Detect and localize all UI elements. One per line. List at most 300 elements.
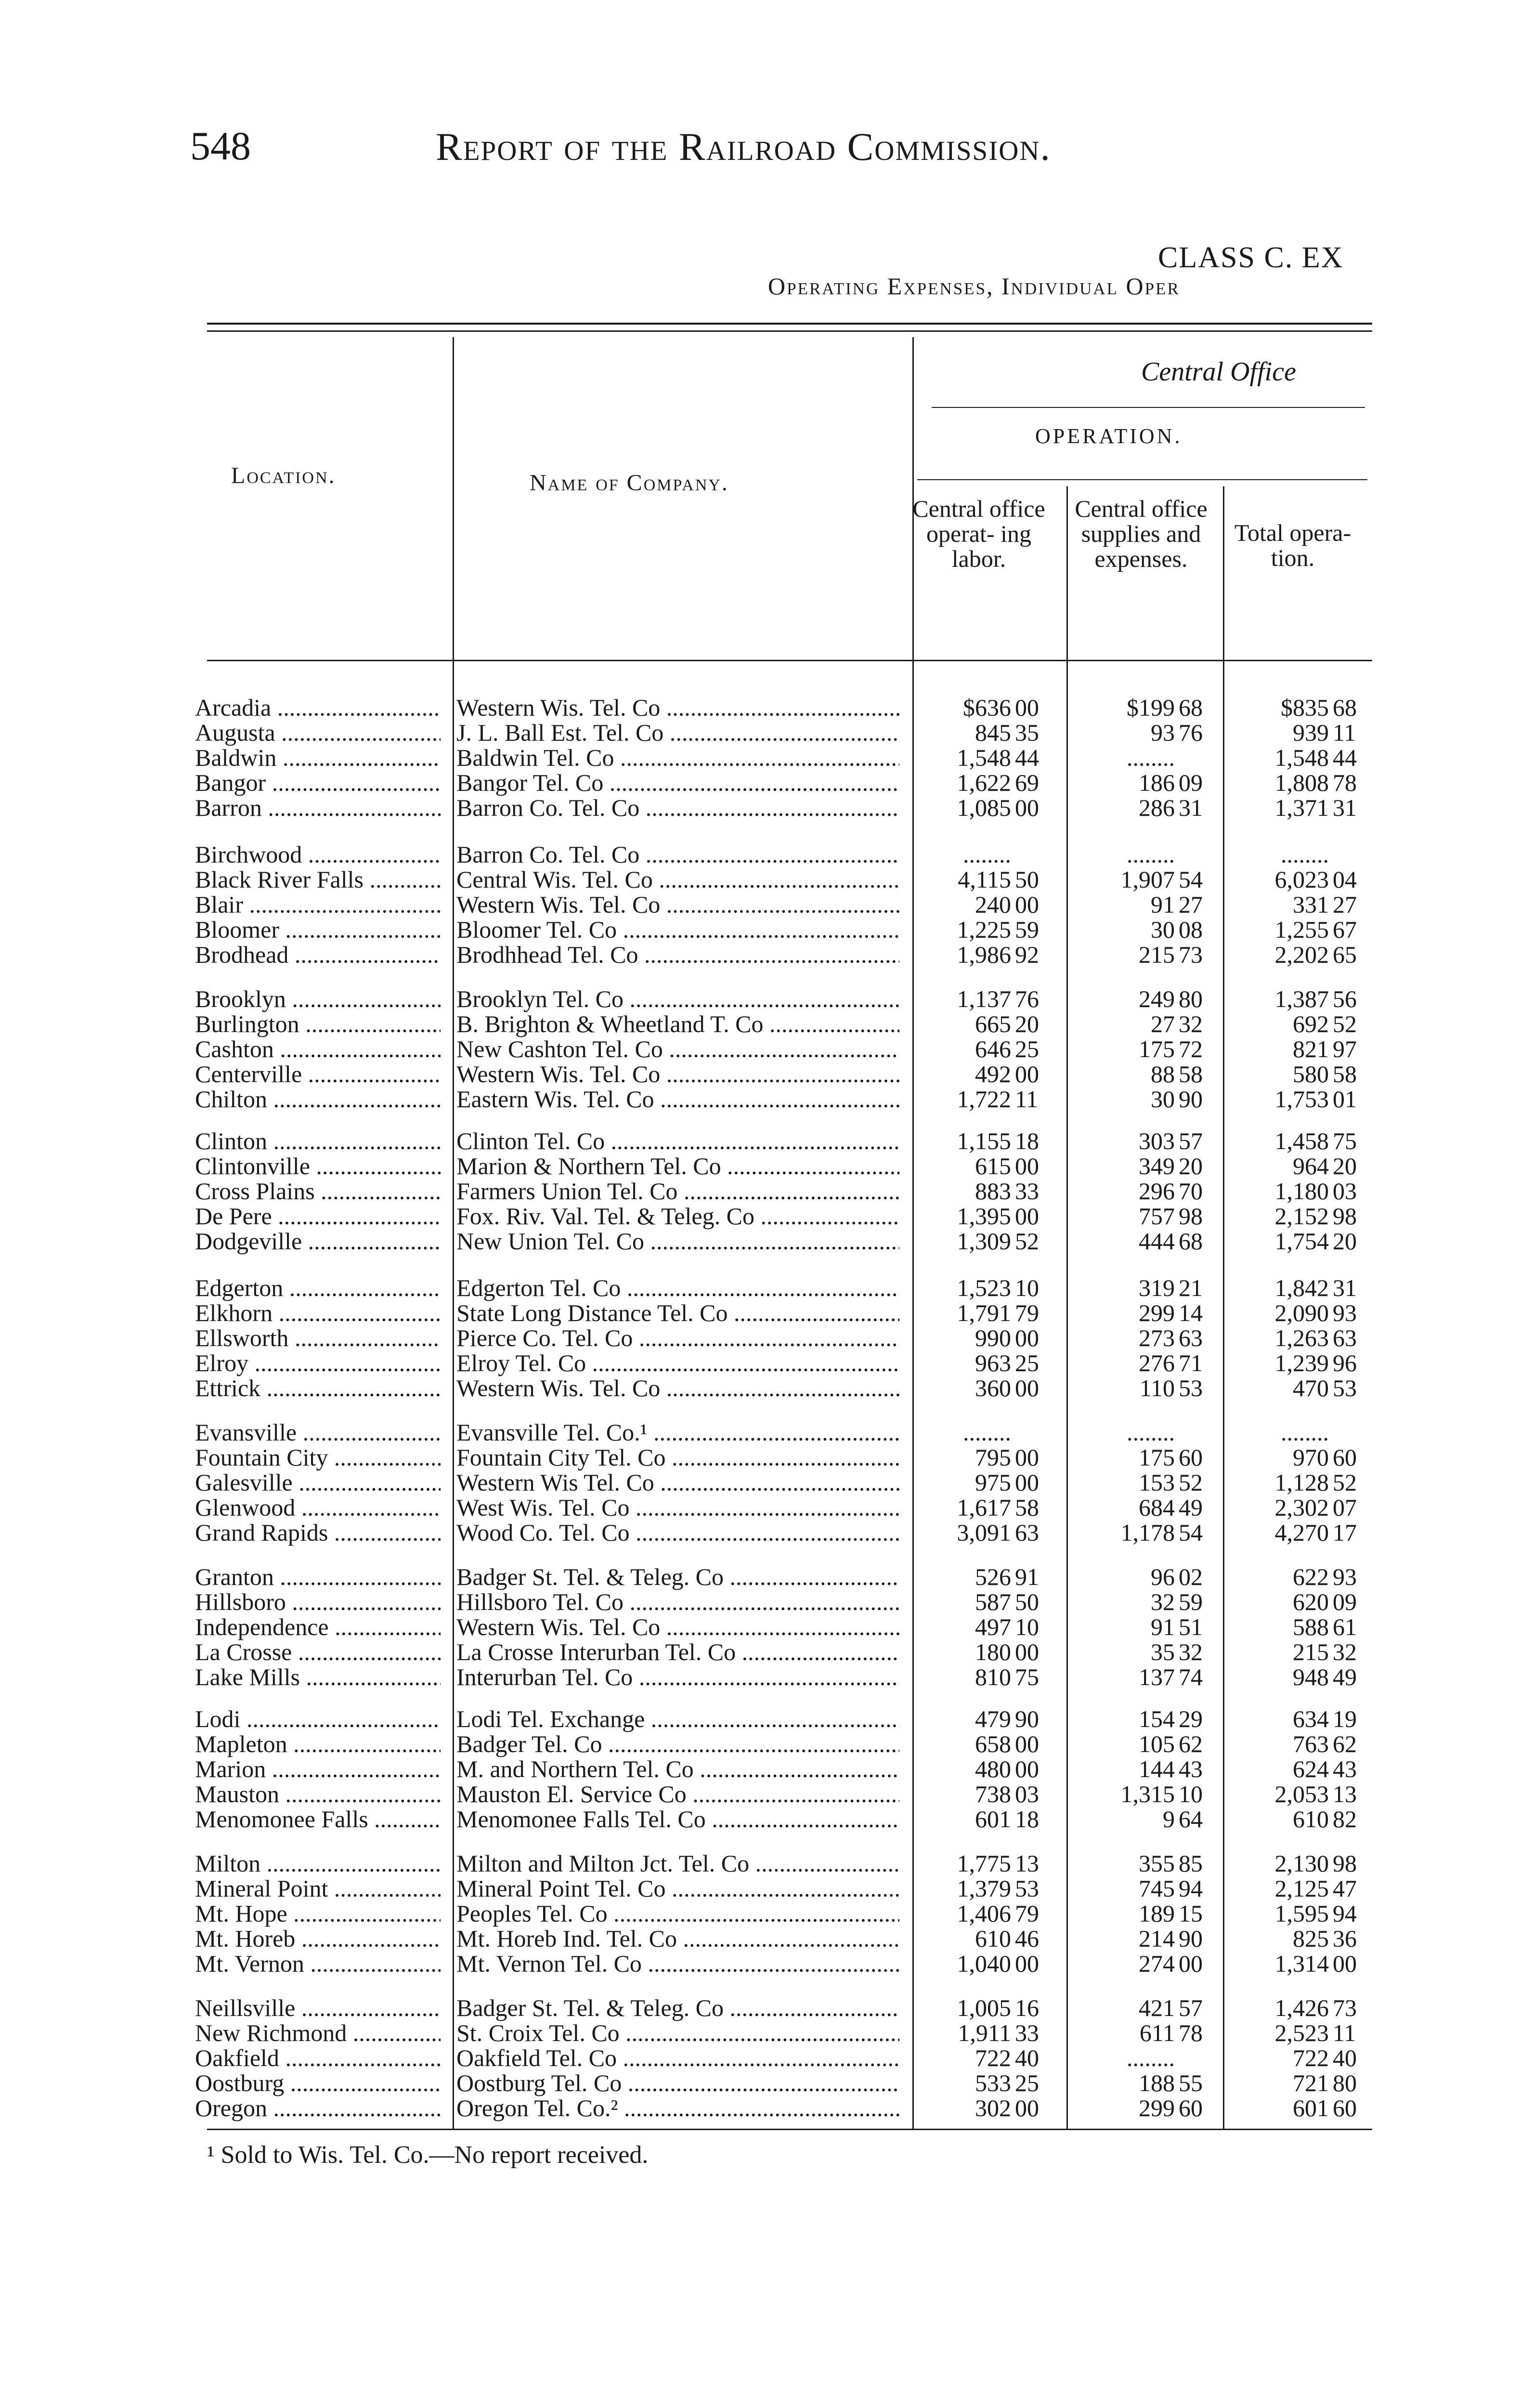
table-row [0, 719, 1533, 744]
company-cell: Bangor Tel. Co ..... [456, 769, 899, 797]
total-cents-cell: 60 [1333, 2094, 1357, 2121]
total-cents-cell: 43 [1333, 1755, 1357, 1782]
labor-dollars-cell: 883 [975, 1178, 1011, 1204]
labor-cents-cell: 59 [1015, 916, 1039, 943]
company-cell: Wood Co. Tel. Co ..... [456, 1518, 899, 1546]
total-dollars-cell: 601 [1293, 2094, 1329, 2121]
table-row [0, 744, 1533, 769]
supplies-cents-cell: 57 [1179, 1994, 1203, 2021]
table-row [0, 1202, 1533, 1230]
company-cell: State Long Distance Tel. Co ..... [456, 1299, 899, 1327]
labor-dollars-cell: 1,775 [957, 1850, 1011, 1877]
company-cell: West Wis. Tel. Co ..... [456, 1493, 899, 1521]
company-cell: Mt. Vernon Tel. Co ..... [456, 1950, 899, 1977]
table-row [0, 1849, 1533, 1877]
company-cell: Oakfield Tel. Co ..... [456, 2044, 899, 2072]
company-cell: Barron Co. Tel. Co ..... [456, 794, 899, 822]
total-cents-cell: 56 [1333, 985, 1357, 1012]
supplies-cents-cell: 32 [1179, 1010, 1203, 1037]
supplies-cents-cell: 73 [1179, 941, 1203, 968]
location-cell: Clintonville ..... [195, 1152, 441, 1180]
table-row [0, 1177, 1533, 1202]
supplies-cents-cell: 71 [1179, 1349, 1203, 1376]
supplies-dollars-cell: 35 [1151, 1638, 1175, 1665]
location-cell: Menomonee Falls ..... [195, 1805, 441, 1833]
company-heading: Name of Company. [530, 470, 729, 496]
labor-cents-cell: 50 [1015, 866, 1039, 893]
total-cents-cell: 52 [1333, 1010, 1357, 1037]
total-dollars-cell: 331 [1293, 891, 1329, 918]
supplies-cents-cell: 15 [1179, 1900, 1203, 1927]
labor-dollars-cell: 240 [975, 891, 1011, 918]
company-cell: Pierce Co. Tel. Co ..... [456, 1324, 899, 1352]
table-row [0, 916, 1533, 941]
total-dollars-cell: 1,426 [1274, 1994, 1329, 2021]
labor-cents-cell: 79 [1015, 1900, 1039, 1927]
table-row [0, 890, 1533, 916]
total-cents-cell: 80 [1333, 2069, 1357, 2096]
location-cell: Bloomer ..... [195, 916, 441, 943]
labor-cents-cell: 10 [1015, 1613, 1039, 1640]
total-dollars-cell: 821 [1293, 1035, 1329, 1062]
total-cents-cell: 96 [1333, 1349, 1357, 1376]
total-dollars-cell: 721 [1293, 2069, 1329, 2096]
labor-dollars-cell: 722 [975, 2044, 1011, 2071]
total-cents-cell: 61 [1333, 1613, 1357, 1640]
table-row [0, 1227, 1533, 1255]
labor-dollars-cell: 1,225 [957, 916, 1011, 943]
table-row [0, 1563, 1533, 1588]
location-cell: Edgerton ..... [195, 1274, 441, 1302]
table-row [0, 1374, 1533, 1399]
total-dollars-cell: 1,753 [1274, 1086, 1329, 1112]
supplies-dollars-cell: 1,315 [1120, 1780, 1175, 1807]
total-cents-cell: 04 [1333, 866, 1357, 893]
supplies-dollars-cell: 611 [1139, 2019, 1175, 2046]
location-cell: Mapleton ..... [195, 1730, 441, 1758]
location-cell: Cross Plains ..... [195, 1177, 441, 1205]
supplies-cents-cell: 49 [1179, 1494, 1203, 1521]
supplies-dollars-cell: 105 [1139, 1730, 1175, 1757]
total-dollars-cell: 763 [1293, 1730, 1329, 1757]
total-dollars-cell: 622 [1293, 1563, 1329, 1590]
total-dollars-cell: 970 [1293, 1444, 1329, 1471]
total-cents-cell: 00 [1333, 1950, 1357, 1977]
company-cell: J. L. Ball Est. Tel. Co ..... [456, 719, 899, 746]
location-cell: New Richmond ..... [195, 2019, 441, 2047]
supplies-dollars-cell: 1,907 [1120, 866, 1175, 893]
location-cell: Mt. Vernon ..... [195, 1950, 441, 1977]
supplies-dollars-cell: 299 [1139, 1299, 1175, 1326]
company-cell: Eastern Wis. Tel. Co ..... [456, 1085, 899, 1113]
labor-dollars-cell: 615 [975, 1152, 1011, 1179]
total-cents-cell: 68 [1333, 694, 1357, 721]
total-cents-cell: 49 [1333, 1663, 1357, 1690]
labor-dollars-cell: 1,406 [957, 1900, 1011, 1927]
table-row [0, 1730, 1533, 1755]
labor-dollars-cell: 1,548 [957, 744, 1011, 771]
total-cents-cell: 73 [1333, 1994, 1357, 2021]
supplies-cents-cell: 57 [1179, 1127, 1203, 1154]
labor-cents-cell: 25 [1015, 1349, 1039, 1376]
supplies-empty-cell: ........ [1127, 2044, 1175, 2071]
labor-dollars-cell: 480 [975, 1755, 1011, 1782]
location-cell: Marion ..... [195, 1755, 441, 1783]
total-dollars-cell: 1,180 [1274, 1178, 1329, 1204]
total-dollars-cell: 1,808 [1274, 769, 1329, 796]
total-dollars-cell: 1,387 [1274, 985, 1329, 1012]
location-cell: Mauston ..... [195, 1780, 441, 1808]
labor-dollars-cell: 1,155 [957, 1127, 1011, 1154]
company-cell: Western Wis. Tel. Co ..... [456, 1060, 899, 1088]
table-row [0, 2044, 1533, 2069]
labor-cents-cell: 52 [1015, 1228, 1039, 1255]
total-cents-cell: 67 [1333, 916, 1357, 943]
labor-cents-cell: 00 [1015, 1152, 1039, 1179]
supplies-cents-cell: 68 [1179, 694, 1203, 721]
location-cell: Glenwood ..... [195, 1493, 441, 1521]
table-row [0, 1299, 1533, 1324]
labor-cents-cell: 00 [1015, 1730, 1039, 1757]
labor-cents-cell: 00 [1015, 694, 1039, 721]
total-dollars-cell: 6,023 [1274, 866, 1329, 893]
table-row [0, 1805, 1533, 1830]
company-cell: Interurban Tel. Co ..... [456, 1663, 899, 1691]
labor-cents-cell: 79 [1015, 1299, 1039, 1326]
labor-cents-cell: 76 [1015, 985, 1039, 1012]
company-cell: Fountain City Tel. Co ..... [456, 1443, 899, 1471]
labor-cents-cell: 03 [1015, 1780, 1039, 1807]
supplies-cents-cell: 80 [1179, 985, 1203, 1012]
labor-dollars-cell: 963 [975, 1349, 1011, 1376]
supplies-cents-cell: 78 [1179, 2019, 1203, 2046]
company-cell: Edgerton Tel. Co ..... [456, 1274, 899, 1302]
total-dollars-cell: 722 [1293, 2044, 1329, 2071]
labor-cents-cell: 11 [1015, 1086, 1039, 1112]
labor-dollars-cell: 360 [975, 1374, 1011, 1401]
supplies-cents-cell: 10 [1179, 1780, 1203, 1807]
supplies-cents-cell: 54 [1179, 866, 1203, 893]
total-dollars-cell: 4,270 [1274, 1519, 1329, 1546]
labor-cents-cell: 35 [1015, 719, 1039, 746]
supplies-dollars-cell: 188 [1139, 2069, 1175, 2096]
supplies-empty-cell: ........ [1127, 744, 1175, 771]
supplies-dollars-cell: 296 [1139, 1178, 1175, 1204]
total-cents-cell: 98 [1333, 1203, 1357, 1230]
company-cell: Lodi Tel. Exchange ..... [456, 1705, 899, 1733]
labor-cents-cell: 33 [1015, 2019, 1039, 2046]
table-row [0, 1924, 1533, 1950]
supplies-cents-cell: 60 [1179, 2094, 1203, 2121]
total-empty-cell: ........ [1281, 1419, 1329, 1446]
location-heading: Location. [231, 463, 336, 488]
supplies-cents-cell: 51 [1179, 1613, 1203, 1640]
table-row [0, 1518, 1533, 1544]
total-cents-cell: 82 [1333, 1806, 1357, 1832]
supplies-dollars-cell: 154 [1139, 1705, 1175, 1732]
supplies-cents-cell: 31 [1179, 794, 1203, 821]
labor-dollars-cell: 1,523 [957, 1274, 1011, 1301]
labor-cents-cell: 16 [1015, 1994, 1039, 2021]
table-row [0, 1127, 1533, 1152]
location-cell: Brooklyn ..... [195, 985, 441, 1013]
total-dollars-cell: 470 [1293, 1374, 1329, 1401]
total-dollars-cell: $835 [1281, 694, 1329, 721]
total-cents-cell: 63 [1333, 1324, 1357, 1351]
location-cell: Oostburg ..... [195, 2069, 441, 2097]
table-row [0, 1010, 1533, 1035]
total-dollars-cell: 825 [1293, 1925, 1329, 1952]
total-cents-cell: 36 [1333, 1925, 1357, 1952]
total-cents-cell: 60 [1333, 1444, 1357, 1471]
labor-cents-cell: 44 [1015, 744, 1039, 771]
supplies-dollars-cell: 319 [1139, 1274, 1175, 1301]
labor-dollars-cell: 1,137 [957, 985, 1011, 1012]
table-row [0, 769, 1533, 794]
location-cell: Elroy ..... [195, 1349, 441, 1377]
supplies-cents-cell: 85 [1179, 1850, 1203, 1877]
total-empty-cell: ........ [1281, 841, 1329, 868]
total-dollars-cell: 634 [1293, 1705, 1329, 1732]
labor-dollars-cell: 845 [975, 719, 1011, 746]
location-cell: Brodhead ..... [195, 941, 441, 968]
labor-dollars-cell: 492 [975, 1060, 1011, 1087]
supplies-dollars-cell: 186 [1139, 769, 1175, 796]
labor-cents-cell: 00 [1015, 891, 1039, 918]
company-cell: M. and Northern Tel. Co ..... [456, 1755, 899, 1783]
location-cell: Milton ..... [195, 1849, 441, 1877]
labor-dollars-cell: 990 [975, 1324, 1011, 1351]
company-cell: Brodhhead Tel. Co ..... [456, 941, 899, 968]
operation-rule [917, 479, 1367, 480]
table-row [0, 1060, 1533, 1085]
total-cents-cell: 62 [1333, 1730, 1357, 1757]
supplies-dollars-cell: 27 [1151, 1010, 1175, 1037]
labor-cents-cell: 00 [1015, 1950, 1039, 1977]
location-cell: Augusta ..... [195, 719, 441, 746]
company-cell: Mauston El. Service Co ..... [456, 1780, 899, 1808]
table-row [0, 941, 1533, 966]
company-cell: Farmers Union Tel. Co ..... [456, 1177, 899, 1205]
labor-dollars-cell: 1,617 [957, 1494, 1011, 1521]
total-cents-cell: 31 [1333, 794, 1357, 821]
location-cell: Centerville ..... [195, 1060, 441, 1088]
supplies-cents-cell: 98 [1179, 1203, 1203, 1230]
labor-cents-cell: 90 [1015, 1705, 1039, 1732]
table-row [0, 2069, 1533, 2094]
supplies-cents-cell: 58 [1179, 1060, 1203, 1087]
table-row [0, 1780, 1533, 1805]
labor-dollars-cell: 497 [975, 1613, 1011, 1640]
labor-dollars-cell: 665 [975, 1010, 1011, 1037]
company-cell: Central Wis. Tel. Co ..... [456, 865, 899, 893]
supplies-cents-cell: 94 [1179, 1875, 1203, 1902]
labor-dollars-cell: 601 [975, 1806, 1011, 1832]
total-dollars-cell: 2,152 [1274, 1203, 1329, 1230]
column-header-labor: Central office operat- ing labor. [912, 495, 1045, 572]
location-cell: Lake Mills ..... [195, 1663, 441, 1691]
labor-cents-cell: 20 [1015, 1010, 1039, 1037]
labor-dollars-cell: 1,722 [957, 1086, 1011, 1112]
labor-dollars-cell: 3,091 [957, 1519, 1011, 1546]
total-dollars-cell: 1,754 [1274, 1228, 1329, 1255]
supplies-dollars-cell: 30 [1151, 916, 1175, 943]
supplies-dollars-cell: 303 [1139, 1127, 1175, 1154]
supplies-dollars-cell: 286 [1139, 794, 1175, 821]
labor-cents-cell: 00 [1015, 1755, 1039, 1782]
total-cents-cell: 47 [1333, 1875, 1357, 1902]
labor-empty-cell: ........ [963, 1419, 1011, 1446]
company-cell: Western Wis. Tel. Co ..... [456, 890, 899, 918]
table-row [0, 1588, 1533, 1613]
supplies-empty-cell: ........ [1127, 1419, 1175, 1446]
top-rule [207, 323, 1372, 325]
supplies-dollars-cell: 274 [1139, 1950, 1175, 1977]
supplies-dollars-cell: 299 [1139, 2094, 1175, 2121]
location-cell: Black River Falls ..... [195, 865, 441, 893]
company-cell: Marion & Northern Tel. Co ..... [456, 1152, 899, 1180]
labor-dollars-cell: 738 [975, 1780, 1011, 1807]
labor-cents-cell: 18 [1015, 1127, 1039, 1154]
labor-dollars-cell: 180 [975, 1638, 1011, 1665]
supplies-cents-cell: 08 [1179, 916, 1203, 943]
supplies-dollars-cell: 444 [1139, 1228, 1175, 1255]
total-dollars-cell: 1,255 [1274, 916, 1329, 943]
location-cell: Mt. Horeb ..... [195, 1924, 441, 1952]
supplies-dollars-cell: 421 [1139, 1994, 1175, 2021]
total-cents-cell: 97 [1333, 1035, 1357, 1062]
location-cell: Neillsville ..... [195, 1994, 441, 2022]
labor-cents-cell: 00 [1015, 2094, 1039, 2121]
total-dollars-cell: 1,595 [1274, 1900, 1329, 1927]
location-cell: Baldwin ..... [195, 744, 441, 772]
total-dollars-cell: 939 [1293, 719, 1329, 746]
table-row [0, 1085, 1533, 1110]
company-cell: Oostburg Tel. Co ..... [456, 2069, 899, 2097]
class-line: CLASS C. EX [1158, 241, 1344, 274]
total-cents-cell: 53 [1333, 1374, 1357, 1401]
total-dollars-cell: 588 [1293, 1613, 1329, 1640]
location-cell: Oregon ..... [195, 2094, 441, 2122]
table-row [0, 1468, 1533, 1496]
supplies-cents-cell: 68 [1179, 1228, 1203, 1255]
labor-cents-cell: 91 [1015, 1563, 1039, 1590]
company-cell: Mineral Point Tel. Co ..... [456, 1874, 899, 1902]
table-row [0, 1638, 1533, 1663]
labor-dollars-cell: 975 [975, 1469, 1011, 1496]
supplies-dollars-cell: 273 [1139, 1324, 1175, 1351]
location-cell: Ellsworth ..... [195, 1324, 441, 1352]
total-dollars-cell: 580 [1293, 1060, 1329, 1087]
labor-dollars-cell: 533 [975, 2069, 1011, 2096]
table-row [0, 1899, 1533, 1927]
supplies-dollars-cell: 93 [1151, 719, 1175, 746]
location-cell: Arcadia ..... [195, 694, 441, 721]
table-row [0, 1418, 1533, 1446]
supplies-cents-cell: 14 [1179, 1299, 1203, 1326]
labor-dollars-cell: 610 [975, 1925, 1011, 1952]
central-office-heading: Central Office [1141, 357, 1296, 387]
labor-dollars-cell: 1,986 [957, 941, 1011, 968]
labor-dollars-cell: 795 [975, 1444, 1011, 1471]
supplies-dollars-cell: 175 [1139, 1444, 1175, 1471]
location-cell: Fountain City ..... [195, 1443, 441, 1471]
total-dollars-cell: 624 [1293, 1755, 1329, 1782]
total-dollars-cell: 2,302 [1274, 1494, 1329, 1521]
group-heading-rule [932, 407, 1365, 408]
supplies-dollars-cell: 32 [1151, 1588, 1175, 1615]
total-cents-cell: 93 [1333, 1563, 1357, 1590]
labor-empty-cell: ........ [963, 841, 1011, 868]
location-cell: Evansville ..... [195, 1418, 441, 1446]
location-cell: Oakfield ..... [195, 2044, 441, 2072]
table-row [0, 840, 1533, 868]
total-cents-cell: 03 [1333, 1178, 1357, 1204]
total-cents-cell: 27 [1333, 891, 1357, 918]
total-cents-cell: 31 [1333, 1274, 1357, 1301]
location-cell: Dodgeville ..... [195, 1227, 441, 1255]
labor-cents-cell: 33 [1015, 1178, 1039, 1204]
labor-dollars-cell: 526 [975, 1563, 1011, 1590]
total-cents-cell: 75 [1333, 1127, 1357, 1154]
total-cents-cell: 93 [1333, 1299, 1357, 1326]
total-cents-cell: 20 [1333, 1228, 1357, 1255]
supplies-cents-cell: 20 [1179, 1152, 1203, 1179]
company-cell: Peoples Tel. Co ..... [456, 1899, 899, 1927]
total-cents-cell: 98 [1333, 1850, 1357, 1877]
labor-dollars-cell: 1,040 [957, 1950, 1011, 1977]
supplies-dollars-cell: 215 [1139, 941, 1175, 968]
labor-cents-cell: 40 [1015, 2044, 1039, 2071]
company-cell: Oregon Tel. Co.² ..... [456, 2094, 899, 2122]
supplies-dollars-cell: 249 [1139, 985, 1175, 1012]
total-cents-cell: 13 [1333, 1780, 1357, 1807]
supplies-cents-cell: 54 [1179, 1519, 1203, 1546]
supplies-dollars-cell: 1,178 [1120, 1519, 1175, 1546]
company-cell: Badger St. Tel. & Teleg. Co ..... [456, 1994, 899, 2022]
total-dollars-cell: 1,314 [1274, 1950, 1329, 1977]
location-cell: Galesville ..... [195, 1468, 441, 1496]
table-row [0, 1613, 1533, 1638]
total-dollars-cell: 2,053 [1274, 1780, 1329, 1807]
labor-cents-cell: 63 [1015, 1519, 1039, 1546]
total-cents-cell: 11 [1333, 719, 1356, 746]
company-cell: Menomonee Falls Tel. Co ..... [456, 1805, 899, 1833]
company-cell: Bloomer Tel. Co ..... [456, 916, 899, 943]
labor-dollars-cell: 1,911 [958, 2019, 1011, 2046]
location-cell: Clinton ..... [195, 1127, 441, 1155]
supplies-cents-cell: 02 [1179, 1563, 1203, 1590]
total-cents-cell: 40 [1333, 2044, 1357, 2071]
labor-dollars-cell: 1,309 [957, 1228, 1011, 1255]
supplies-cents-cell: 55 [1179, 2069, 1203, 2096]
table-row [0, 1663, 1533, 1688]
labor-cents-cell: 92 [1015, 941, 1039, 968]
labor-cents-cell: 25 [1015, 1035, 1039, 1062]
total-cents-cell: 52 [1333, 1469, 1357, 1496]
labor-cents-cell: 69 [1015, 769, 1039, 796]
company-cell: Badger St. Tel. & Teleg. Co ..... [456, 1563, 899, 1591]
total-cents-cell: 01 [1333, 1086, 1357, 1112]
labor-cents-cell: 13 [1015, 1850, 1039, 1877]
location-cell: Elkhorn ..... [195, 1299, 441, 1327]
location-cell: Granton ..... [195, 1563, 441, 1591]
total-cents-cell: 19 [1333, 1705, 1357, 1732]
company-cell: Elroy Tel. Co ..... [456, 1349, 899, 1377]
company-cell: B. Brighton & Wheetland T. Co ..... [456, 1010, 899, 1038]
supplies-dollars-cell: $199 [1127, 694, 1175, 721]
labor-cents-cell: 00 [1015, 1324, 1039, 1351]
